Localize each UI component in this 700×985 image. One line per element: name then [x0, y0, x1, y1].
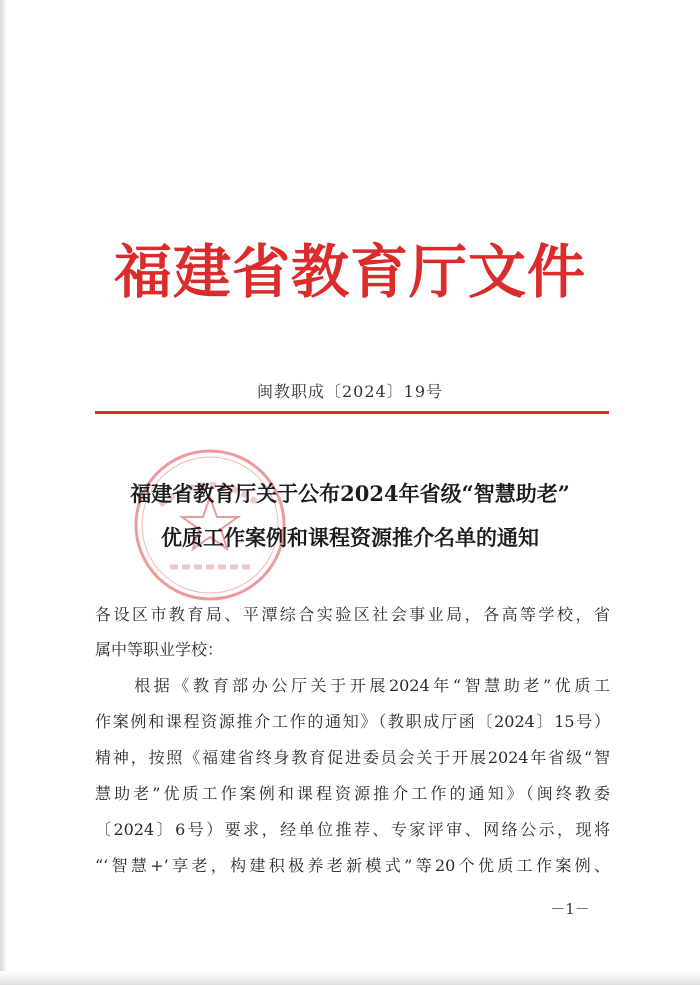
- document-title-line-1: 福建省教育厅关于公布2024年省级“智慧助老”: [130, 481, 570, 506]
- body-line-2: 属中等职业学校：: [95, 640, 224, 659]
- issuer-title: 福建省教育厅文件: [113, 238, 586, 306]
- body-line-3: 根据《教育部办公厅关于开展2024年“智慧助老”优质工: [95, 676, 610, 695]
- page-number: －1－: [550, 900, 590, 918]
- body-line-4: 作案例和课程资源推介工作的通知》（教职成厅函〔2024〕15号）: [95, 712, 610, 731]
- body-line-1: 各设区市教育局、平潭综合实验区社会事业局，各高等学校，省: [95, 605, 610, 624]
- body-line-6: 慧助老”优质工作案例和课程资源推介工作的通知》（闽终教委: [95, 784, 610, 803]
- body-line-7: 〔2024〕6号）要求，经单位推荐、专家评审、网络公示，现将: [95, 820, 610, 839]
- document-number: 闽教职成〔2024〕19号: [256, 382, 444, 401]
- body-line-8: “‘智慧+’享老，构建积极养老新模式”等20个优质工作案例、: [95, 856, 610, 875]
- body-line-5: 精神，按照《福建省终身教育促进委员会关于开展2024年省级“智: [95, 748, 610, 767]
- scan-bottom-edge: [0, 971, 700, 985]
- document-title-line-2: 优质工作案例和课程资源推介名单的通知: [161, 525, 539, 550]
- red-divider-line: [95, 411, 609, 414]
- scan-left-edge: [0, 0, 7, 985]
